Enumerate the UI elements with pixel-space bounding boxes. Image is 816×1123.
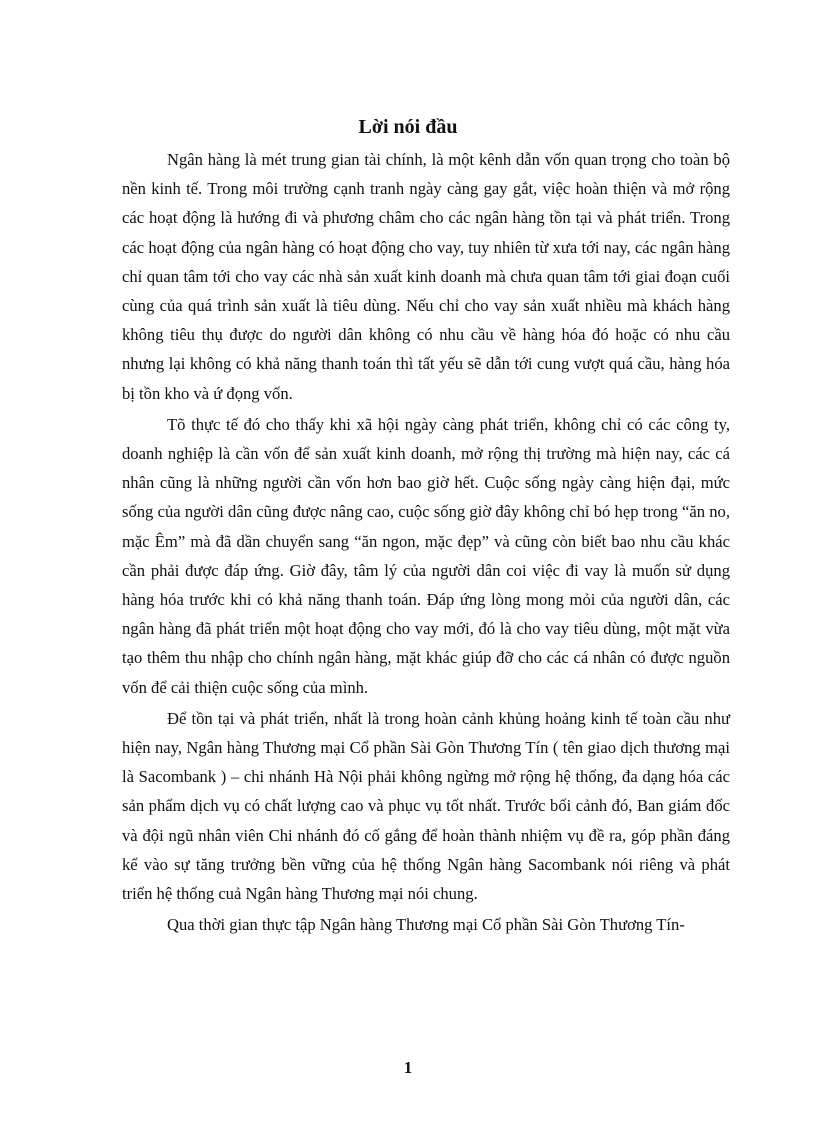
paragraph-2: Tõ thực tế đó cho thấy khi xã hội ngày càng phát triển, không chỉ có các công ty, doanh nghiệp là cần vốn để sản xuất kinh doanh, mở rộng thị trường mà hiện nay, các cá nhân cũng là những người cần vốn hơn bao giờ hết. Cuộc sống ngày càng hiện đại, mức sống của người dân cũng được nâng cao, cuộc sống giờ đây không chỉ bó hẹp trong “ăn no, mặc Êm” mà đã dần chuyển sang “ăn ngon, mặc đẹp” và cũng còn biết bao nhu cầu khác cần phải được đáp ứng. Giờ đây, tâm lý của người dân coi việc đi vay là muốn sử dụng hàng hóa trước khi có khả năng thanh toán. Đáp ứng lòng mong mỏi của người dân, các ngân hàng đã phát triển một hoạt động cho vay mới, đó là cho vay tiêu dùng, một mặt vừa tạo thêm thu nhập cho chính ngân hàng, mặt khác giúp đỡ cho các cá nhân có được nguồn vốn để cải thiện cuộc sống của mình. [122,414,730,697]
body-text [122,145,730,941]
page-number: 1 [403,1058,413,1077]
paragraph-4: Qua thời gian thực tập Ngân hàng Thương mại Cổ phần Sài Gòn Thương Tín- [167,915,685,935]
paragraph-3: Để tồn tại và phát triển, nhất là trong hoàn cảnh khủng hoảng kinh tế toàn cầu như hiện nay, Ngân hàng Thương mại Cổ phần Sài Gòn Thương Tín ( tên giao dịch thương mại là Sacombank ) – chi nhánh Hà Nội phải không ngừng mở rộng hệ thống, đa dạng hóa các sản phẩm dịch vụ có chất lượng cao và phục vụ tốt nhất. Trước bối cảnh đó, Ban giám đốc và đội ngũ nhân viên Chi nhánh đó cố gắng để hoàn thành nhiệm vụ đề ra, góp phần đáng kể vào sự tăng trưởng bền vững của hệ thống Ngân hàng Sacombank nói riêng và phát triển hệ thống cuả Ngân hàng Thương mại nói chung. [122,708,730,904]
page-title: Lời nói đầu [358,116,458,138]
paragraph-1: Ngân hàng là mét trung gian tài chính, là một kênh dẫn vốn quan trọng cho toàn bộ nền kinh tế. Trong môi trường cạnh tranh ngày càng gay gắt, việc hoàn thiện và mở rộng các hoạt động là hướng đi và phương châm cho các ngân hàng tồn tại và phát triển. Trong các hoạt động của ngân hàng có hoạt động cho vay, tuy nhiên từ xưa tới nay, các ngân hàng chỉ quan tâm tới cho vay các nhà sản xuất kinh doanh mà chưa quan tâm tới giai đoạn cuối cùng của quá trình sản xuất là tiêu dùng. Nếu chỉ cho vay sản xuất nhiều mà khách hàng không tiêu thụ được do người dân không có nhu cầu về hàng hóa đó hoặc có nhu cầu nhưng lại không có khả năng thanh toán thì tất yếu sẽ dẫn tới cung vượt quá cầu, hàng hóa bị tồn kho và ứ đọng vốn. [122,150,730,403]
